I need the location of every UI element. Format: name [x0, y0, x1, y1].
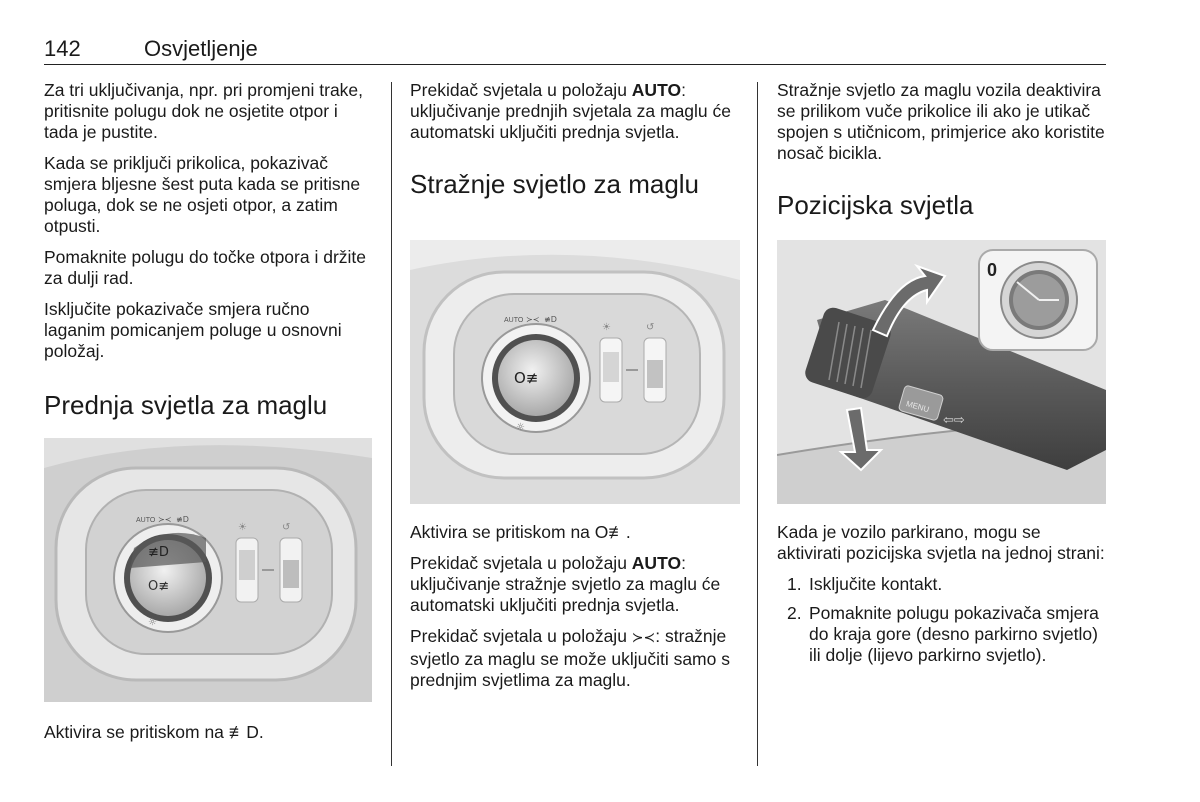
column-divider-2 [757, 82, 758, 766]
sun-icon: ☼ [148, 617, 157, 628]
paragraph-switch-off: Isključite pokazivače smjera ručno laganim pomicanjem poluge u osnovni položaj. [44, 299, 342, 361]
svg-text:↺: ↺ [646, 322, 655, 333]
parking-light-lever-figure [777, 240, 1106, 504]
svg-text:≢D: ≢D [176, 515, 189, 524]
paragraph-auto-front-fog: Prekidač svjetala u položaju AUTO: uključivanje prednjih svjetala za maglu će automatski uključiti prednja svjetla. [410, 80, 732, 142]
column-divider-1 [391, 82, 392, 766]
svg-text:☀: ☀ [602, 322, 611, 333]
front-fog-switch-figure [44, 438, 372, 702]
column-1 [44, 80, 374, 420]
paragraph-front-fog-position: Prekidač svjetala u položaju ≻≺: stražnje svjetlo za maglu se može uključiti samo s prednjim svjetlima za maglu. [410, 626, 730, 690]
paragraph-parking-lights: Kada je vozilo parkirano, mogu se aktivirati pozicijska svjetla na jednoj strani: [777, 522, 1105, 563]
svg-text:☀: ☀ [238, 522, 247, 533]
rear-fog-icon: O≢ [148, 579, 170, 594]
auto-label: AUTO [504, 317, 524, 324]
list-item: 1. Isključite kontakt. [787, 574, 943, 594]
page-header [44, 36, 1106, 66]
paragraph-trailer-deactivation: Stražnje svjetlo za maglu vozila deaktivira se prilikom vuče prikolice ili ako je utikač spojen s utičnicom, primjerice ako koristite nosač bicikla. [777, 80, 1105, 163]
column-1-caption [44, 722, 374, 753]
turn-arrows-icon: ⇦⇨ [943, 413, 965, 428]
column-2 [410, 80, 742, 199]
column-3 [777, 80, 1107, 220]
rear-fog-switch-figure [410, 240, 740, 504]
auto-label: AUTO [136, 517, 156, 524]
rear-fog-icon: O≢ [514, 369, 539, 387]
front-fog-icon: ≢D [148, 545, 169, 560]
menu-label: MENU [905, 399, 931, 415]
page-number: 142 [44, 36, 81, 61]
svg-text:≻≺: ≻≺ [158, 515, 172, 524]
sun-icon: ☼ [516, 422, 525, 433]
caption-rear-fog: Aktivira se pritiskom na O≢. [410, 522, 631, 542]
column-3-lower [777, 522, 1107, 674]
heading-front-fog-lights: Prednja svjetla za maglu [44, 390, 328, 420]
paragraph-three-blinks: Za tri uključivanja, npr. pri promjeni trake, pritisnite polugu dok ne osjetite otpor i tada je pustite. [44, 80, 364, 142]
paragraph-auto-rear-fog: Prekidač svjetala u položaju AUTO: uključivanje stražnje svjetlo za maglu će automatski uključiti prednja svjetla. [410, 553, 721, 615]
front-fog-position-icon: ≻≺ [631, 630, 656, 646]
svg-text:↺: ↺ [282, 522, 291, 533]
svg-text:≢D: ≢D [544, 315, 557, 324]
header-rule [44, 64, 1106, 65]
zero-position-label: 0 [987, 260, 998, 280]
paragraph-trailer-blinks: Kada se priključi prikolica, pokazivač smjera bljesne šest puta kada se pritisne poluga, dok se ne osjeti otpor, a zatim otpusti. [44, 153, 361, 236]
heading-parking-lights: Pozicijska svjetla [777, 190, 974, 220]
heading-rear-fog-light: Stražnje svjetlo za maglu [410, 169, 700, 199]
steps-list [777, 574, 1107, 666]
chapter-title: Osvjetljenje [144, 36, 258, 61]
column-2-lower [410, 522, 744, 701]
paragraph-hold-lever: Pomaknite polugu do točke otpora i držite za dulji rad. [44, 247, 366, 288]
svg-text:≻≺: ≻≺ [526, 315, 540, 324]
caption-front-fog: Aktivira se pritiskom na ≢D. [44, 722, 264, 742]
list-item: 2. Pomaknite polugu pokazivača smjera do kraja gore (desno parkirno svjetlo) ili dolje (lijevo parkirno svjetlo). [787, 603, 1099, 665]
